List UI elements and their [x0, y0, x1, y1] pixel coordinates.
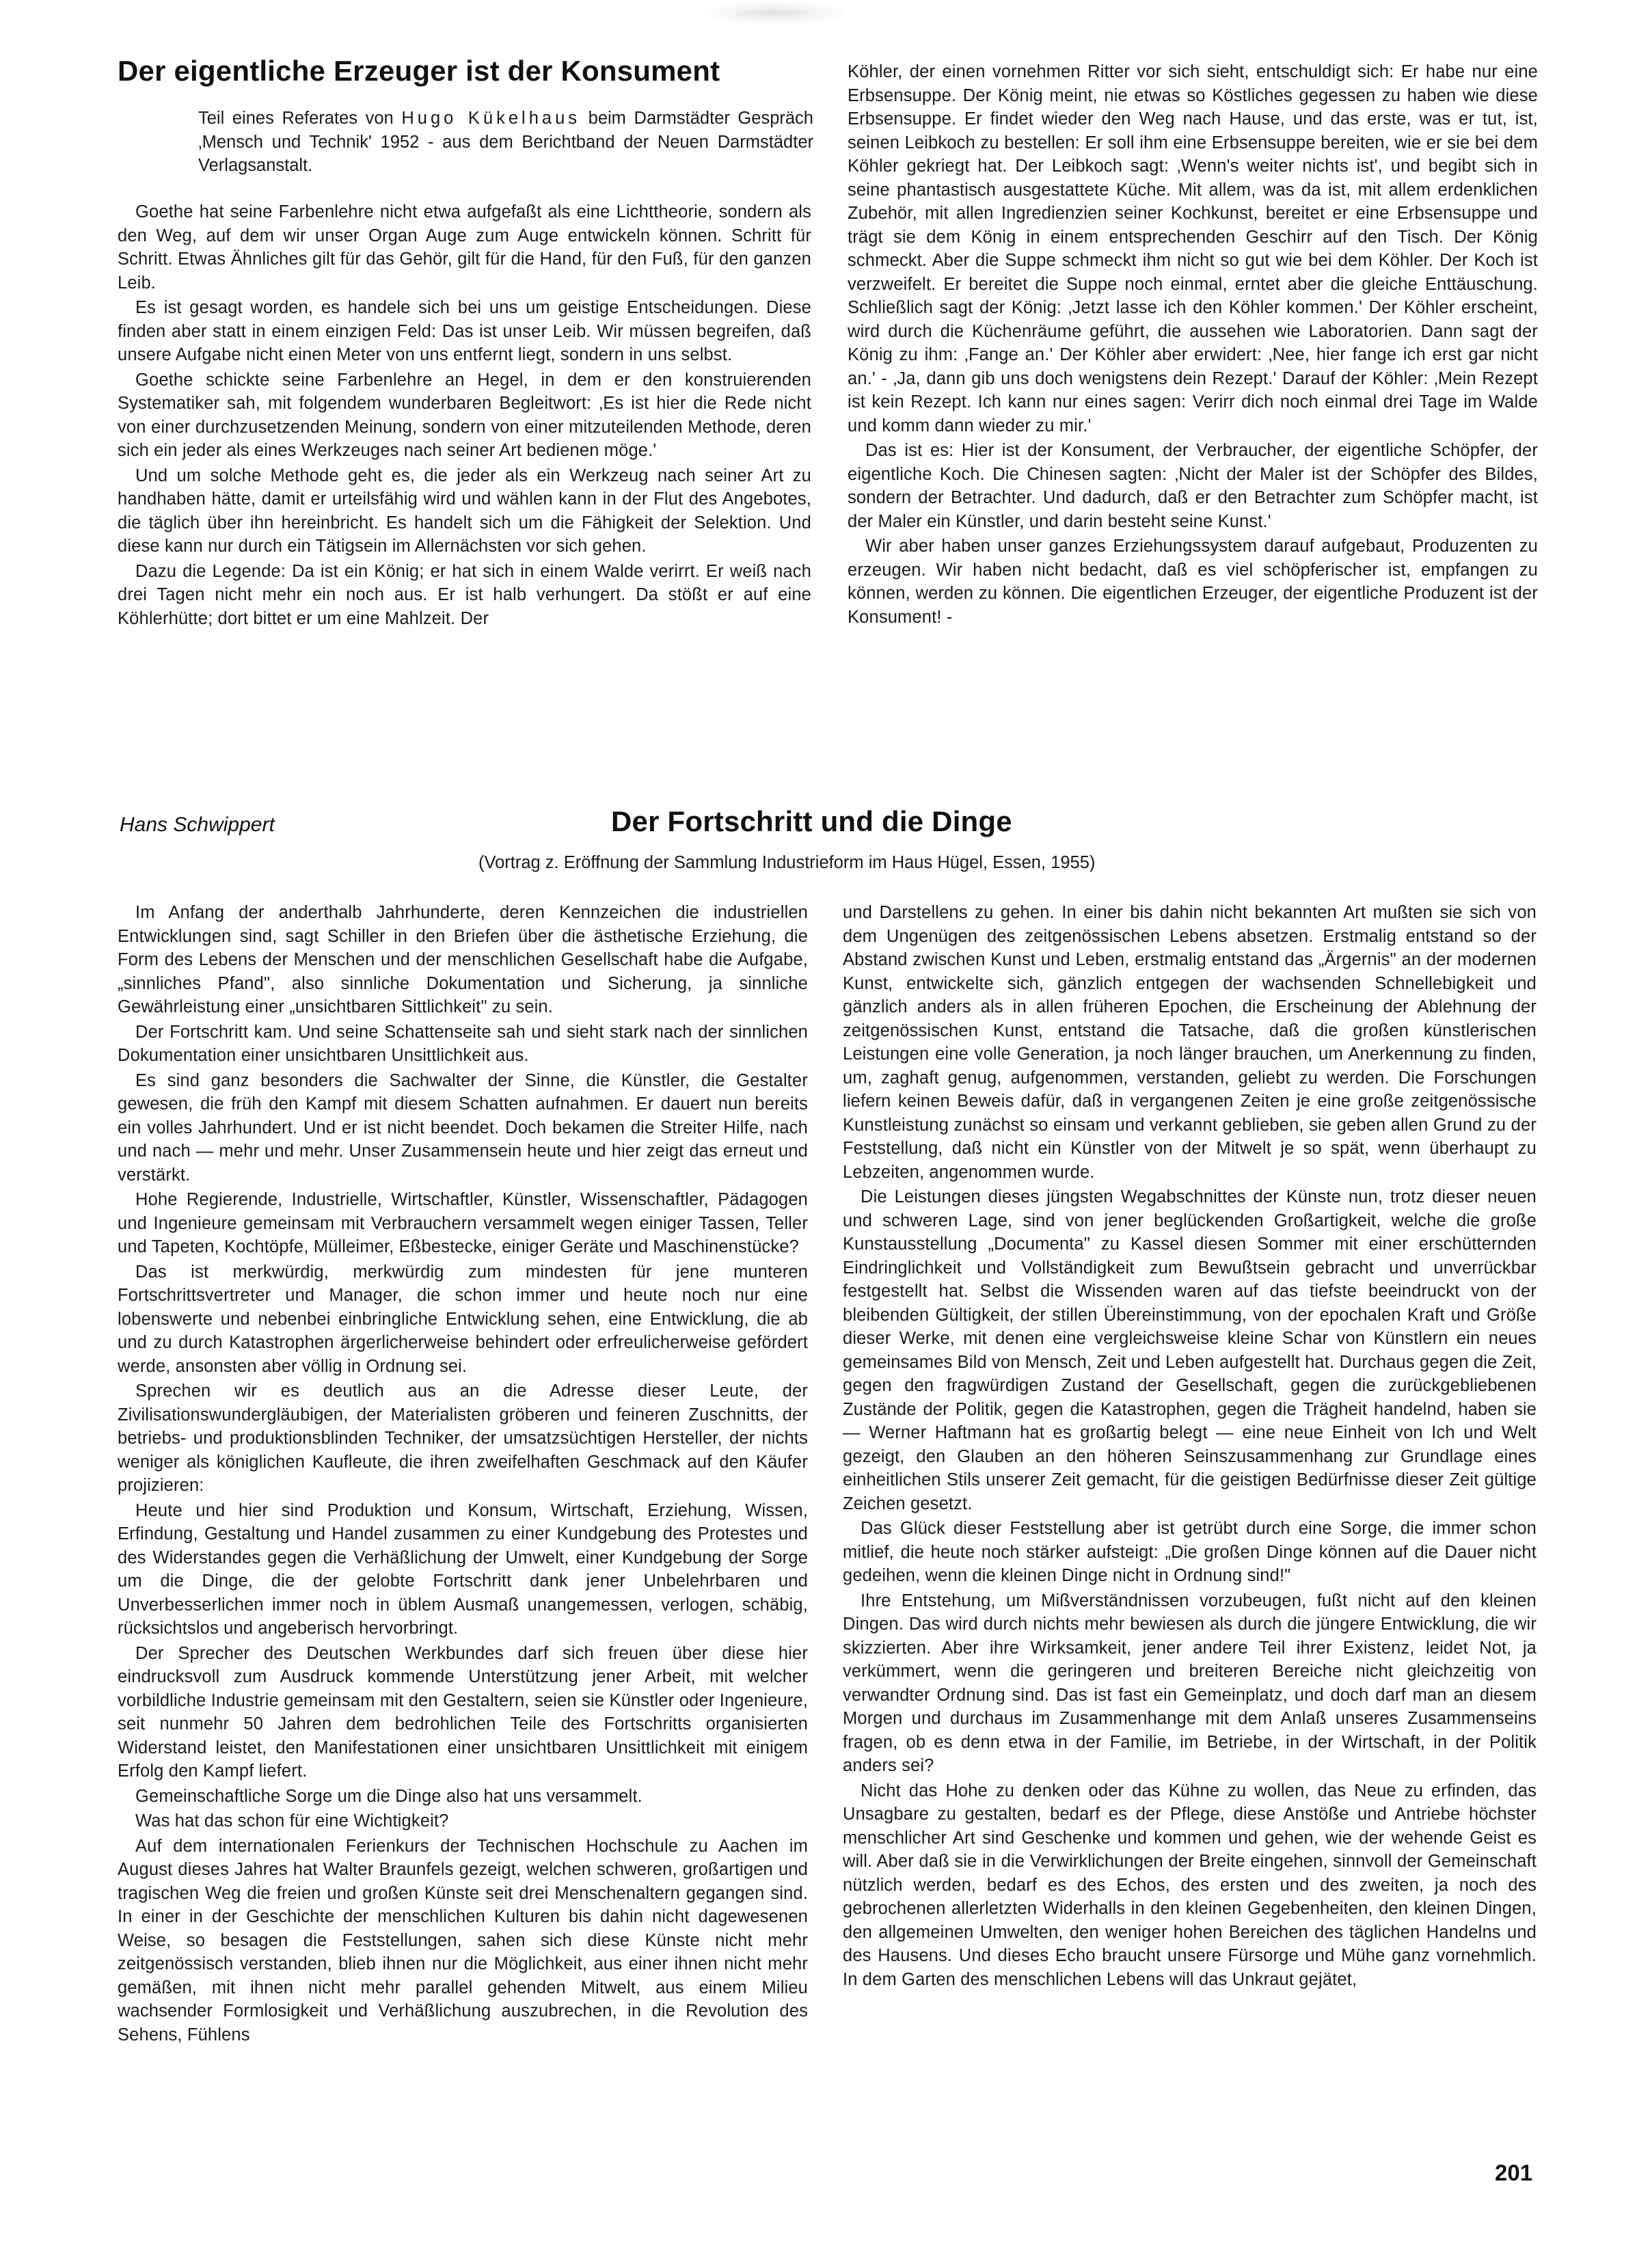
paragraph: Auf dem internationalen Ferienkurs der Technischen Hochschule zu Aachen im August dieses Jahres hat Walter Braunfels gezeigt, welchen schweren, großartigen und tragischen Weg die freien und großen Künste seit drei Menschenaltern gegangen sind. In einer in der Geschichte der menschlichen Kulturen bis dahin nicht dagewesenen Weise, so besagen die Feststellungen, sahen sich diese Künste nicht mehr zeitgenössisch verstanden, blieb ihnen nur die Möglichkeit, aus einer ihnen nicht mehr gemäßen, mit ihnen nicht mehr parallel gehenden Mitwelt, aus einem Milieu wachsender Formlosigkeit und Verhäßlichung auszubrechen, in die Revolution des Sehens, Fühlens	[118, 1836, 808, 2044]
page-number: 201	[1495, 2160, 1533, 2185]
article1-subtitle-suffix: beim Darmstädter Gespräch ‚Mensch und Technik' 1952 - aus dem Berichtband der Neuen Darmstädter Verlagsanstalt.	[198, 109, 813, 175]
paragraph: Goethe hat seine Farbenlehre nicht etwa aufgefaßt als eine Lichttheorie, sondern als den Weg, auf dem wir unser Organ Auge zum Auge entwickeln können. Schritt für Schritt. Etwas Ähnliches gilt für das Gehör, gilt für die Hand, für den Fuß, für den ganzen Leib.	[118, 202, 811, 293]
paragraph: Heute und hier sind Produktion und Konsum, Wirtschaft, Erziehung, Wissen, Erfindung, Gestaltung und Handel zusammen zu einer Kundgebung des Protestes und des Widerstandes gegen die Verhäßlichung der Umwelt, einer Kundgebung der Sorge um die Dinge, die der gelobte Fortschritt dank jener Unbelehrbaren und Unverbesserlichen immer noch in üblem Ausmaß unangemessen, verlogen, schäbig, rücksichtslos und angeberisch hervorbringt.	[118, 1500, 808, 1638]
paragraph: Und um solche Methode geht es, die jeder als ein Werkzeug nach seiner Art zu handhaben hätte, damit er urteilsfähig wird und wählen kann in der Flut des Angebotes, die täglich über ihn hereinbricht. Es handelt sich um die Fähigkeit der Selektion. Und diese kann nur durch ein Tätigsein im Allernächsten vor sich gehen.	[118, 465, 811, 556]
print-smudge	[703, 2, 846, 24]
paragraph: Es ist gesagt worden, es handele sich bei uns um geistige Entscheidungen. Diese finden aber statt in einem einzigen Feld: Das ist unser Leib. Wir müssen begreifen, daß unsere Aufgabe nicht einen Meter von uns entfernt liegt, sondern in uns selbst.	[118, 298, 811, 364]
paragraph: Es sind ganz besonders die Sachwalter der Sinne, die Künstler, die Gestalter gewesen, die früh den Kampf mit diesem Schatten aufnahmen. Er dauert nun bereits ein volles Jahrhundert. Und er ist nicht beendet. Doch bekamen die Streiter Hilfe, nach und nach — mehr und mehr. Unser Zusammensein heute und hier zeigt das erneut und verstärkt.	[118, 1070, 808, 1185]
paragraph: Die Leistungen dieses jüngsten Wegabschnittes der Künste nun, trotz dieser neuen und schweren Lage, sind von jener beglückenden Großartigkeit, welche die große Kunstausstellung „Documenta" zu Kassel diesen Sommer mit einer erschütternden Eindringlichkeit und Vollständigkeit zum Bewußtsein gebracht und unverrückbar festgestellt hat. Selbst die Wissenden waren auf das tiefste beeindruckt von der bleibenden Gültigkeit, der stillen Übereinstimmung, von der epochalen Kraft und Größe dieser Werke, mit denen eine vergleichsweise kleine Schar von Künstlern ein neues gemeinsames Bild von Mensch, Zeit und Leben aufgestellt hat. Durchaus gegen die Zeit, gegen den fragwürdigen Zustand der Gesellschaft, gegen die zurückgebliebenen Zustände der Politik, gegen die Katastrophen, gegen die Trägheit handelnd, haben sie — Werner Haftmann hat es großartig belegt — eine neue Einheit von Ich und Welt gezeigt, den Glauben an den höheren Seinszusammenhang zur Grundlage eines einheitlichen Stils unserer Zeit gemacht, für die geistigen Bedürfnisse dieser Zeit gültige Zeichen gesetzt.	[843, 1187, 1537, 1513]
article2-left-column	[118, 901, 808, 2047]
paragraph: Ihre Entstehung, um Mißverständnissen vorzubeugen, fußt nicht auf den kleinen Dingen. Das wird durch nichts mehr bewiesen als durch die jüngere Entwicklung, die wir skizzierten. Aber ihre Wirksamkeit, jener andere Teil ihrer Existenz, leidet Not, ja verkümmert, wenn die geringeren und breiteren Bereiche nicht gleichzeitig von verwandter Ordnung sind. Das ist fast ein Gemeinplatz, und doch darf man an diesem Morgen und durchaus im Zusammenhange mit dem Anlaß unseres Zusammenseins fragen, ob es denn etwa in der Familie, im Betriebe, in der Wirtschaft, in der Politik anders sei?	[843, 1591, 1537, 1775]
paragraph: Gemeinschaftliche Sorge um die Dinge also hat uns versammelt.	[135, 1786, 642, 1806]
article2-right-column	[843, 901, 1537, 1991]
article2-title: Der Fortschritt und die Dinge	[611, 805, 1012, 837]
paragraph: Köhler, der einen vornehmen Ritter vor sich sieht, entschuldigt sich: Er habe nur eine Erbsensuppe. Der König meint, nie etwas so Köstliches gegessen zu haben wie diese Erbsensuppe. Er findet wieder den Weg nach Hause, und das erste, was er tut, ist, seinen Leibkoch zu bestellen: Er soll ihm eine Erbsensuppe bereiten, wie er sie bei dem Köhler gekriegt hat. Der Leibkoch sagt: ‚Wenn's weiter nichts ist', und begibt sich in seine phantastisch ausgestattete Küche. Mit allem, was da ist, mit allem erdenklichen Zubehör, mit allen Ingredienzien seiner Kochkunst, bereitet er eine Erbsensuppe und trägt sie dem König in einem entsprechenden Geschirr auf den Tisch. Der König schmeckt. Aber die Suppe schmeckt ihm nicht so gut wie bei dem Köhler. Der Koch ist verzweifelt. Er bereitet die Suppe noch einmal, erntet aber die gleiche Enttäuschung. Schließlich sagt der König: ‚Jetzt lasse ich den Köhler kommen.' Der Köhler erscheint, wird durch die Küchenräume geführt, die aussehen wie Laboratorien. Dann sagt der König zu ihm: ‚Fange an.' Der Köhler aber erwidert: ‚Nee, hier fange ich erst gar nicht an.' - ‚Ja, dann gib uns doch wenigstens dein Rezept.' Darauf der Köhler: ‚Mein Rezept ist kein Rezept. Ich kann nur eines sagen: Verirr dich noch einmal drei Tage im Walde und komm dann wieder zu mir.'	[848, 62, 1538, 435]
paragraph: Dazu die Legende: Da ist ein König; er hat sich in einem Walde verirrt. Er weiß nach drei Tagen nicht mehr ein noch aus. Er ist halb verhungert. Da stößt er auf eine Köhlerhütte; dort bittet er um eine Mahlzeit. Der	[118, 561, 811, 628]
paragraph: Wir aber haben unser ganzes Erziehungssystem darauf aufgebaut, Produzenten zu erzeugen. Wir haben nicht bedacht, daß es viel schöpferischer ist, empfangen zu können, werden zu können. Die eigentlichen Erzeuger, der eigentliche Produzent ist der Konsument! -	[848, 537, 1538, 627]
paragraph: Sprechen wir es deutlich aus an die Adresse dieser Leute, der Zivilisationswundergläubigen, der Materialisten gröberen und feineren Zuschnitts, der betriebs- und produktionsblinden Techniker, der umsatzsüchtigen Hersteller, der nichts weniger als königlichen Kaufleute, die ihren zweifelhaften Geschmack auf den Käufer projizieren:	[118, 1381, 808, 1495]
article1-right-column	[848, 60, 1538, 629]
paragraph: Der Fortschritt kam. Und seine Schattenseite sah und sieht stark nach der sinnlichen Dokumentation einer unsichtbaren Unsittlichkeit aus.	[118, 1022, 808, 1065]
paragraph: Das Glück dieser Feststellung aber ist getrübt durch eine Sorge, die immer schon mitlief, die heute noch stärker aufsteigt: „Die großen Dinge können auf die Dauer nicht gedeihen, wenn die kleinen Dinge nicht in Ordnung sind!"	[843, 1519, 1537, 1585]
paragraph: Der Sprecher des Deutschen Werkbundes darf sich freuen über diese hier eindrucksvoll zum Ausdruck kommende Unterstützung jener Arbeit, mit welcher vorbildliche Industrie gemeinsam mit den Gestaltern, seien sie Künstler oder Ingenieure, seit nunmehr 50 Jahren dem bedrohlichen Teile des Fortschritts organisierten Widerstand leistet, den Manifestationen einer unsichtbaren Unsittlichkeit mit einigem Erfolg den Kampf liefert.	[118, 1643, 808, 1781]
article2-subtitle: (Vortrag z. Eröffnung der Sammlung Industrieform im Haus Hügel, Essen, 1955)	[478, 853, 1096, 872]
article1-left-column	[118, 200, 811, 630]
paragraph: Goethe schickte seine Farbenlehre an Hegel, in dem er den konstruierenden Systematiker sah, mit folgendem wunderbaren Begleitwort: ‚Es ist hier die Rede nicht von einer durchzusetzenden Meinung, sondern von einer mitzuteilenden Methode, deren sich ein jeder als eines Werkzeuges nach seiner Art bedienen möge.'	[118, 370, 811, 460]
article1-title: Der eigentliche Erzeuger ist der Konsument	[118, 55, 720, 87]
paragraph: Das ist es: Hier ist der Konsument, der Verbraucher, der eigentliche Schöpfer, der eigentliche Koch. Die Chinesen sagten: ‚Nicht der Maler ist der Schöpfer des Bildes, sondern der Betrachter. Und dadurch, daß er den Betrachter zum Schöpfer macht, ist der Maler ein Künstler, und darin besteht seine Kunst.'	[848, 441, 1538, 531]
article1-subtitle-prefix: Teil eines Referates von	[198, 109, 402, 128]
paragraph: Hohe Regierende, Industrielle, Wirtschaftler, Künstler, Wissenschaftler, Pädagogen und Ingenieure gemeinsam mit Verbrauchern versammelt wegen einiger Tassen, Teller und Tapeten, Kochtöpfe, Mülleimer, Eßbestecke, einiger Geräte und Maschinenstücke?	[118, 1190, 808, 1256]
article1-subtitle	[198, 107, 813, 178]
paragraph: Was hat das schon für eine Wichtigkeit?	[135, 1811, 449, 1831]
paragraph: Nicht das Hohe zu denken oder das Kühne zu wollen, das Neue zu erfinden, das Unsagbare zu gestalten, bedarf es der Pflege, diese Anstöße und Antriebe höchster menschlicher Art sind Geschenke und kommen und gehen, wie der wehende Geist es will. Aber daß sie in die Verwirklichungen der Breite eingehen, sinnvoll der Gemeinschaft nützlich werden, bedarf es des Echos, des ersten und des zweiten, ja noch des gebrochenen allerletzten Widerhalls in den kleinen Gegebenheiten, den kleinen Dingen, den allgemeinen Umwelten, den weniger hohen Bereichen des täglichen Handelns und des Hausens. Und dieses Echo braucht unsere Fürsorge und Mühe ganz vornehmlich. In dem Garten des menschlichen Lebens will das Unkraut gejätet,	[843, 1781, 1537, 1989]
paragraph: Das ist merkwürdig, merkwürdig zum mindesten für jene munteren Fortschrittsvertreter und Manager, die schon immer und heute noch nur eine lobenswerte und nebenbei einbringliche Entwicklung sehen, eine Entwicklung, die ab und zu durch Katastrophen ärgerlicherweise behindert oder erfreulicherweise gefördert werde, ansonsten aber völlig in Ordnung sei.	[118, 1262, 808, 1376]
paragraph: und Darstellens zu gehen. In einer bis dahin nicht bekannten Art mußten sie sich von dem Ungenügen des zeitgenössischen Lebens absetzen. Erstmalig entstand so der Abstand zwischen Kunst und Leben, erstmalig entstand das „Ärgernis" an der modernen Kunst, entwickelte sich, gänzlich entgegen der wachsenden Schnellebigkeit und gänzlich anders als in allen früheren Epochen, die Erscheinung der Ablehnung der zeitgenössischen Kunst, entstand die Tatsache, daß die großen künstlerischen Leistungen eine volle Generation, ja noch länger brauchen, um Anerkennung zu finden, um, zaghaft genug, aufgenommen, verstanden, geliebt zu werden. Die Forschungen liefern keinen Beweis dafür, daß in vergangenen Zeiten je eine große zeitgenössische Kunstleistung zunächst so einsam und verkannt geblieben, sie geben allen Grund zu der Feststellung, daß nicht ein Künstler von der Mitwelt je so spät, wenn überhaupt zu Lebzeiten, angenommen wurde.	[843, 903, 1537, 1182]
article1-subtitle-name: Hugo Kükelhaus	[401, 109, 581, 128]
paragraph: Im Anfang der anderthalb Jahrhunderte, deren Kennzeichen die industriellen Entwicklungen sind, sagt Schiller in den Briefen über die ästhetische Erziehung, die Form des Lebens der Menschen und der menschlichen Gesellschaft habe die Aufgabe, „sinnliches Pfand", also sinnliche Dokumentation und Sicherung, ja sinnliche Gewährleistung einer „unsichtbaren Sittlichkeit" zu sein.	[118, 903, 808, 1016]
article2-author: Hans Schwippert	[120, 813, 275, 836]
